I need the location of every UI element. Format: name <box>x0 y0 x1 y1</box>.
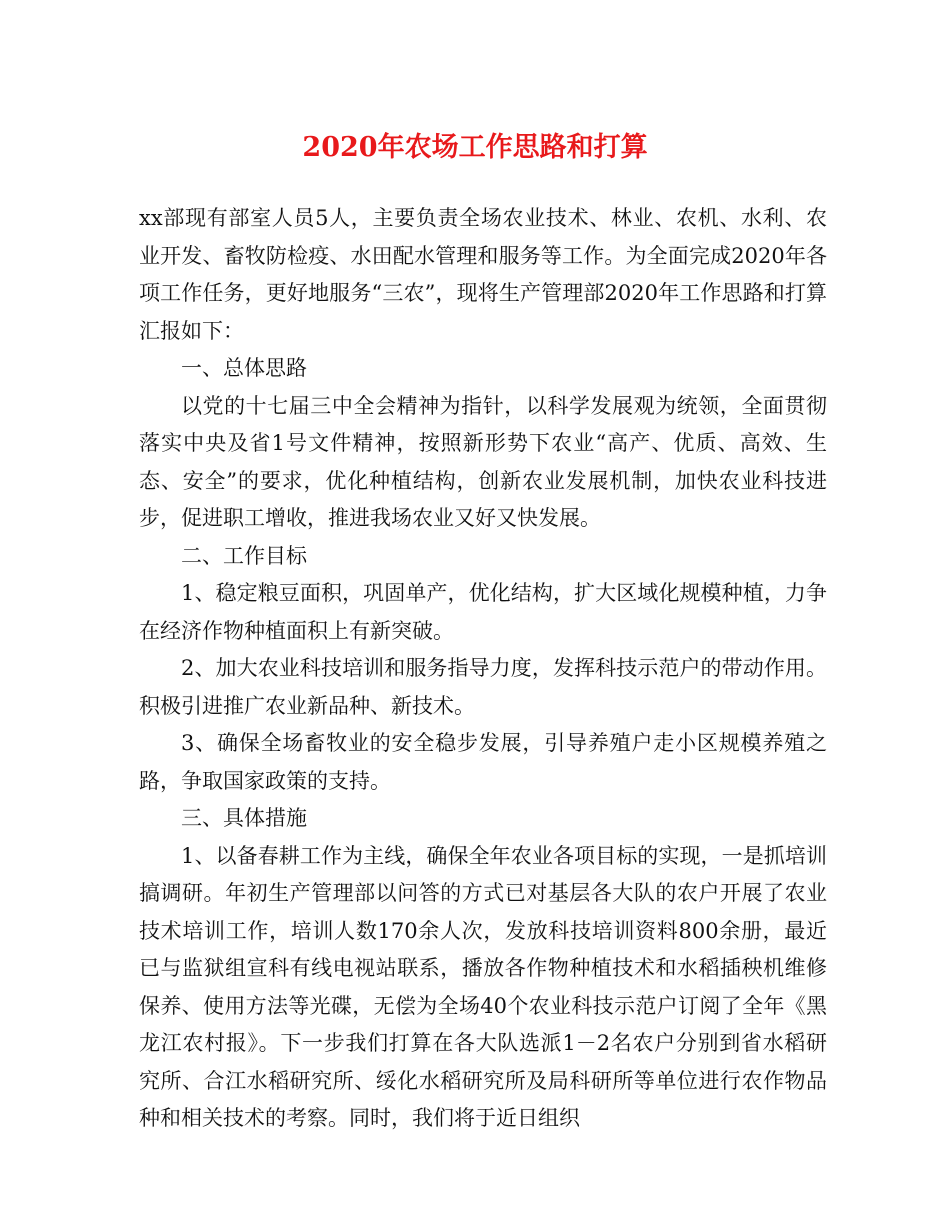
section-heading-work-goals: 二、工作目标 <box>181 543 307 568</box>
goal-item-2: 2、加大农业科技培训和服务指导力度，发挥科技示范户的带动作用。积极引进推广农业新品种、新技术。 <box>139 656 827 718</box>
measure-item-1: 1、以备春耕工作为主线，确保全年农业各项目标的实现，一是抓培训搞调研。年初生产管理部以问答的方式已对基层各大队的农户开展了农业技术培训工作，培训人数170余人次，发放科技培训资料800余册，最近已与监狱组宣科有线电视站联系，播放各作物种植技术和水稻插秧机维修保养、使用方法等光碟，无偿为全场40个农业科技示范户订阅了全年《黑龙江农村报》。下一步我们打算在各大队选派1－2名农户分别到省水稻研究所、合江水稻研究所、绥化水稻研究所及局科研所等单位进行农作物品种和相关技术的考察。同时，我们将于近日组织 <box>139 843 827 1130</box>
section-heading-overall-approach: 一、总体思路 <box>181 356 307 380</box>
document-body <box>139 200 827 1138</box>
section-heading-specific-measures: 三、具体措施 <box>181 806 307 830</box>
goal-item-3: 3、确保全场畜牧业的安全稳步发展，引导养殖户走小区规模养殖之路，争取国家政策的支持。 <box>139 731 827 793</box>
goal-item-1: 1、稳定粮豆面积，巩固单产，优化结构，扩大区域化规模种植，力争在经济作物种植面积上有新突破。 <box>139 581 827 643</box>
overall-approach-paragraph: 以党的十七届三中全会精神为指针，以科学发展观为统领，全面贯彻落实中央及省1号文件精神，按照新形势下农业“高产、优质、高效、生态、安全”的要求，优化种植结构，创新农业发展机制，加快农业科技进步，促进职工增收，推进我场农业又好又快发展。 <box>139 393 827 530</box>
intro-paragraph: xx部现有部室人员5人，主要负责全场农业技术、林业、农机、水利、农业开发、畜牧防检疫、水田配水管理和服务等工作。为全面完成2020年各项工作任务，更好地服务“三农”，现将生产管理部2020年工作思路和打算汇报如下： <box>139 206 827 343</box>
document-title: 2020年农场工作思路和打算 <box>302 132 648 163</box>
